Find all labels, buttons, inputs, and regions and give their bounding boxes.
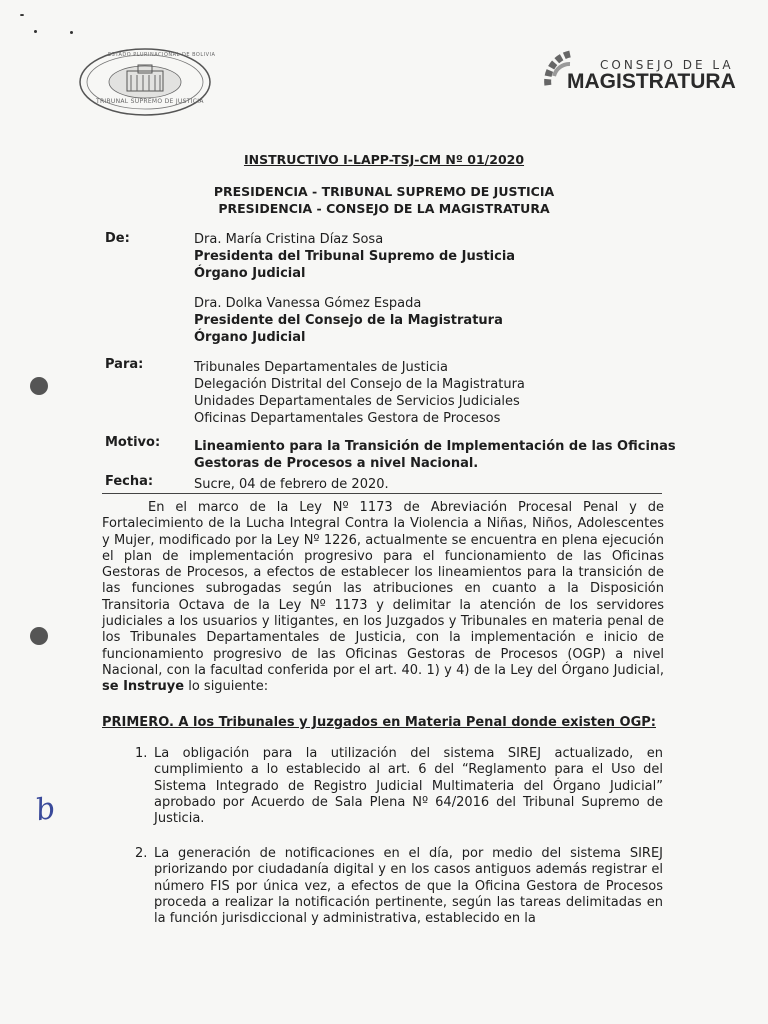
de-org-2: Órgano Judicial	[194, 330, 306, 345]
punch-hole	[30, 627, 48, 645]
item-text: La generación de notificaciones en el día, por medio del sistema SIREJ priorizando por ciudadanía digital y en los casos antiguos además registrar el número FIS por única vez, a efectos de que la Oficina Gestora de Procesos proceda a realizar la notificación pertinente, según las tareas delimitadas en la función jurisdiccional y administrativa, establecido en la	[154, 846, 663, 927]
motivo-line-2: Gestoras de Procesos a nivel Nacional.	[194, 456, 479, 471]
scan-speck	[20, 14, 24, 16]
scan-speck	[70, 31, 73, 34]
para-line: Oficinas Departamentales Gestora de Procesos	[194, 411, 501, 426]
para-label: Para:	[105, 357, 144, 372]
de-org-1: Órgano Judicial	[194, 266, 306, 281]
logo-top-text: CONSEJO DE LA	[600, 58, 734, 72]
scan-speck	[34, 30, 37, 33]
fecha-value: Sucre, 04 de febrero de 2020.	[194, 477, 389, 492]
item-text: La obligación para la utilización del sistema SIREJ actualizado, en cumplimiento a lo establecido al art. 6 del “Reglamento para el Uso del Sistema Integrado de Registro Judicial Multimateria del Órgano Judicial” aprobado por Acuerdo de Sala Plena Nº 64/2016 del Tribunal Supremo de Justicia.	[154, 746, 663, 827]
de-person-2: Dra. Dolka Vanessa Gómez Espada	[194, 296, 422, 311]
list-item	[135, 746, 663, 827]
de-block-1	[194, 231, 515, 282]
punch-hole	[30, 377, 48, 395]
section-primero: PRIMERO. A los Tribunales y Juzgados en Materia Penal donde existen OGP:	[102, 715, 656, 730]
motivo-line-1: Lineamiento para la Transición de Implementación de las Oficinas	[194, 439, 676, 454]
intro-bold: se Instruye	[102, 679, 185, 695]
document-id: INSTRUCTIVO I-LAPP-TSJ-CM Nº 01/2020	[243, 152, 525, 167]
margin-note: b	[33, 790, 59, 829]
de-person-1: Dra. María Cristina Díaz Sosa	[194, 232, 384, 247]
logo-main-text: MAGISTRATURA	[567, 70, 736, 93]
de-block-2	[194, 295, 503, 346]
fecha-label: Fecha:	[105, 474, 154, 489]
seal-top-text: ESTADO PLURINACIONAL DE BOLIVIA	[108, 52, 216, 58]
item-number: 1.	[135, 746, 148, 761]
motivo-text	[194, 438, 676, 472]
para-line: Unidades Departamentales de Servicios Judiciales	[194, 394, 520, 409]
de-label: De:	[105, 231, 130, 246]
intro-text: En el marco de la Ley Nº 1173 de Abreviación Procesal Penal y de Fortalecimiento de la Lucha Integral Contra la Violencia a Niñas, Niños, Adolescentes y Mujer, modificado por la Ley Nº 1226, actualmente se encuentra en plena ejecución el plan de implementación progresivo para el funcionamiento de las Oficinas Gestoras de Procesos, a efectos de establecer los lineamientos para la transición de las funciones subrogadas según las atribuciones en cuanto a la Disposición Transitoria Octava de la Ley Nº 1173 y delimitar la atención de los servidores judiciales a los usuarios y litigantes, en los Juzgados y Tribunales en materia penal de los Tribunales Departamentales de Justicia, con la implementación e inicio de funcionamiento progresivo de las Oficinas Gestoras de Procesos (OGP) a nivel Nacional, con la facultad conferida por el art. 40. 1) y 4) de la Ley del Órgano Judicial,	[102, 500, 664, 678]
de-role-1: Presidenta del Tribunal Supremo de Justicia	[194, 249, 516, 264]
motivo-label: Motivo:	[105, 435, 161, 450]
para-line: Delegación Distrital del Consejo de la Magistratura	[194, 377, 525, 392]
para-line: Tribunales Departamentales de Justicia	[194, 360, 448, 375]
para-recipients	[194, 359, 525, 427]
fecha-divider	[102, 493, 662, 494]
seal-bottom-text: TRIBUNAL SUPREMO DE JUSTICIA	[96, 98, 204, 105]
de-role-2: Presidente del Consejo de la Magistratura	[194, 313, 503, 328]
list-item	[135, 846, 663, 927]
title-line-2: PRESIDENCIA - CONSEJO DE LA MAGISTRATURA	[218, 201, 550, 216]
item-number: 2.	[135, 846, 148, 861]
intro-paragraph	[102, 500, 664, 696]
intro-end: lo siguiente:	[184, 679, 269, 695]
title-line-1: PRESIDENCIA - TRIBUNAL SUPREMO DE JUSTICIA	[213, 184, 555, 199]
